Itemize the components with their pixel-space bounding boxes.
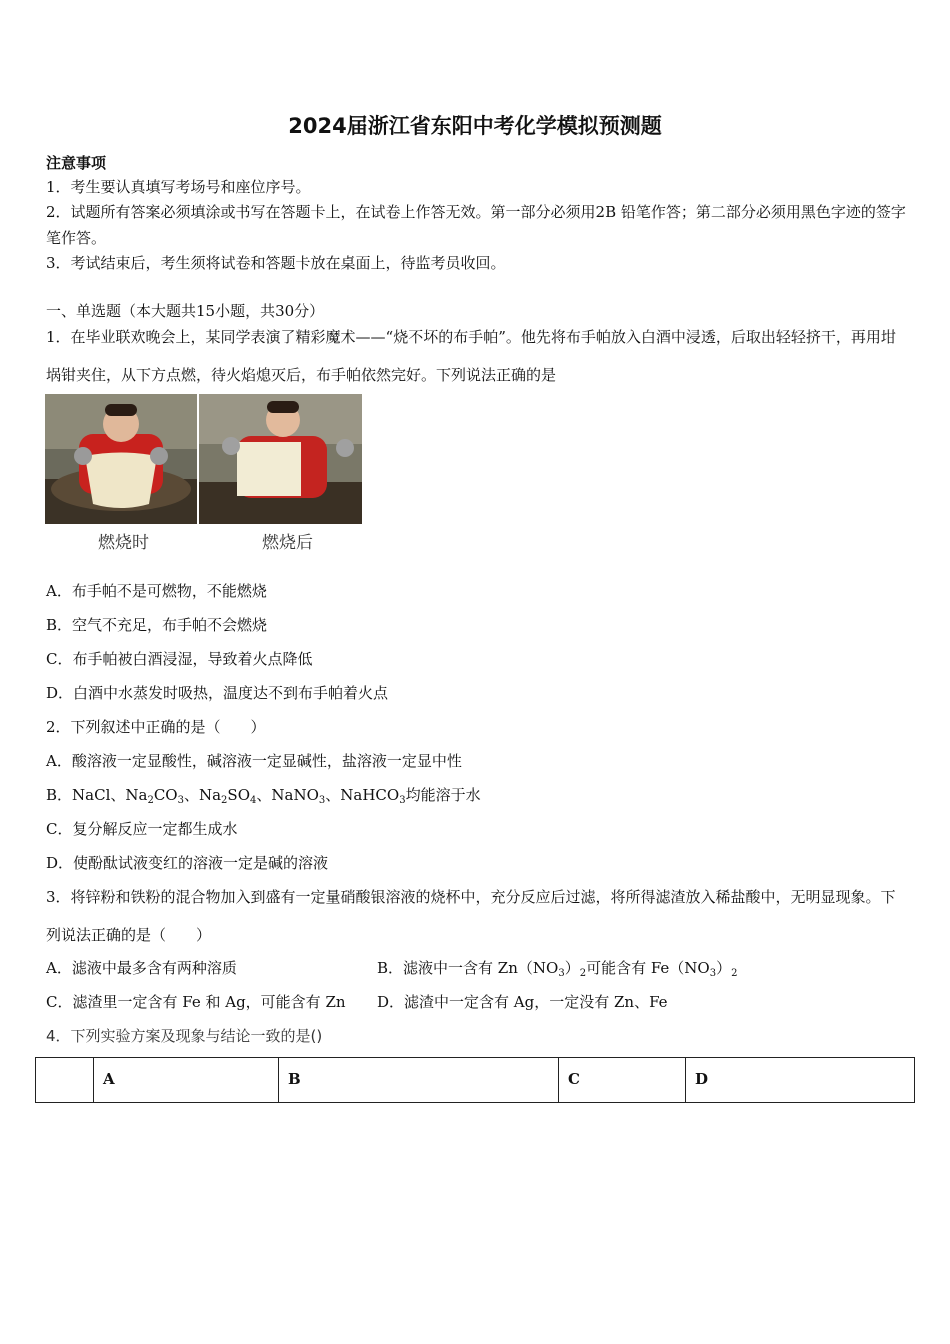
notice-item-1: 1．考生要认真填写考场号和座位序号。 <box>46 178 311 196</box>
question-2-stem: 2．下列叙述中正确的是（ ） <box>46 718 266 736</box>
page-title: 2024届浙江省东阳中考化学模拟预测题 <box>288 114 662 138</box>
q1-option-d: D．白酒中水蒸发时吸热，温度达不到布手帕着火点 <box>46 684 389 702</box>
photo-after-burning <box>199 394 362 524</box>
table-header-c: C <box>559 1058 686 1103</box>
notice-item-3: 3．考试结束后，考生须将试卷和答题卡放在桌面上，待监考员收回。 <box>46 254 506 272</box>
q1-option-a: A．布手帕不是可燃物，不能燃烧 <box>46 582 267 600</box>
q3-option-c: C．滤渣里一定含有 Fe 和 Ag，可能含有 Zn <box>46 993 346 1011</box>
notice-item-2: 2．试题所有答案必须填涂或书写在答题卡上，在试卷上作答无效。第一部分必须用2B 铅笔作答；第二部分必须用黑色字迹的签字笔作答。 <box>46 203 906 247</box>
q3-option-b: B．滤液中一含有 $Zn(NO_3)_2$可能含有 $Fe(NO_3)_2$ <box>377 959 738 979</box>
question-3-stem: 3．将锌粉和铁粉的混合物加入到盛有一定量硝酸银溶液的烧杯中，充分反应后过滤，将所得滤渣放入稀盐酸中，无明显现象。下列说法正确的是（ ） <box>46 888 896 944</box>
table-header-b: B <box>279 1058 559 1103</box>
q1-option-b: B．空气不充足，布手帕不会燃烧 <box>46 616 268 634</box>
notice-heading: 注意事项 <box>46 154 107 172</box>
caption-after-burning: 燃烧后 <box>262 533 313 553</box>
q3-option-d: D．滤渣中一定含有 Ag，一定没有 Zn、Fe <box>377 993 668 1011</box>
photo-burning <box>45 394 197 524</box>
table-row <box>36 1058 915 1103</box>
question-4-stem: 4．下列实验方案及现象与结论一致的是() <box>46 1027 323 1045</box>
table-header-blank <box>36 1058 94 1103</box>
q1-option-c: C．布手帕被白酒浸湿，导致着火点降低 <box>46 650 313 668</box>
q3-option-a: A．滤液中最多含有两种溶质 <box>46 959 237 977</box>
caption-burning: 燃烧时 <box>98 533 149 553</box>
q2-option-b: B．NaCl、$Na_2CO_3$、$Na_2SO_4$、NaNO$_3$、NaHCO$_3$均能溶于水 <box>46 786 481 806</box>
section-heading: 一、单选题（本大题共15小题，共30分） <box>46 302 325 320</box>
question-1-stem: 1．在毕业联欢晚会上，某同学表演了精彩魔术——“烧不坏的布手帕”。他先将布手帕放入白酒中浸透，后取出轻轻挤干，再用坩埚钳夹住，从下方点燃，待火焰熄灭后，布手帕依然完好。下列说法正确的是 <box>46 328 896 384</box>
table-header-a: A <box>94 1058 279 1103</box>
q4-table <box>35 1057 915 1103</box>
table-header-d: D <box>686 1058 915 1103</box>
q2-option-d: D．使酚酞试液变红的溶液一定是碱的溶液 <box>46 854 329 872</box>
q2-option-a: A．酸溶液一定显酸性，碱溶液一定显碱性，盐溶液一定显中性 <box>46 752 462 770</box>
q2-option-c: C．复分解反应一定都生成水 <box>46 820 238 838</box>
